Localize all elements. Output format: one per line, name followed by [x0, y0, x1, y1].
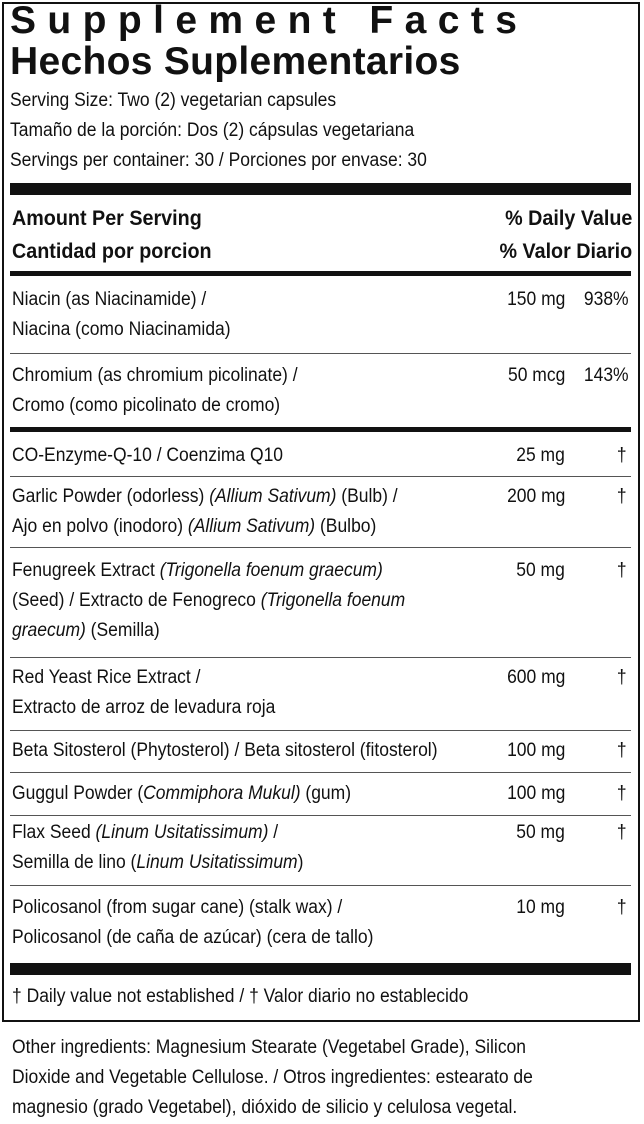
nutrient-amount: 10 mg: [516, 897, 565, 918]
daily-value-header: % Daily Value: [504, 207, 632, 230]
nutrient-amount: 200 mg: [506, 486, 565, 507]
nutrient-daily-value: 938%: [584, 289, 629, 310]
nutrient-name: Garlic Powder (odorless) (Allium Sativum) (Bulb) / Ajo en polvo (inodoro) (Allium Sativum) (Bulbo): [12, 486, 398, 537]
title-english: Supplement Facts: [10, 0, 529, 42]
row-divider: [10, 772, 631, 773]
dagger-mark: †: [617, 667, 627, 688]
dagger-mark: †: [617, 740, 627, 761]
dagger-mark: †: [617, 445, 627, 466]
dagger-mark: †: [617, 822, 627, 843]
dagger-mark: †: [617, 783, 627, 804]
nutrient-name: Flax Seed (Linum Usitatissimum) / Semilla de lino (Linum Usitatissimum): [12, 822, 304, 873]
row-divider: [10, 353, 631, 354]
servings-per-container: Servings per container: 30 / Porciones por envase: 30: [10, 150, 427, 171]
row-divider: [10, 547, 631, 548]
nutrient-amount: 50 mcg: [507, 365, 565, 386]
nutrient-amount: 50 mg: [516, 560, 565, 581]
other-ingredients-line: Dioxide and Vegetable Cellulose. / Otros ingredientes: estearato de: [12, 1067, 533, 1088]
thick-divider-bottom: [10, 963, 631, 975]
serving-size: Serving Size: Two (2) vegetarian capsules: [10, 90, 337, 111]
nutrient-amount: 100 mg: [506, 740, 565, 761]
other-ingredients-line: magnesio (grado Vegetabel), dióxido de silicio y celulosa vegetal.: [12, 1097, 518, 1118]
nutrient-amount: 25 mg: [516, 445, 565, 466]
dagger-mark: †: [617, 897, 627, 918]
row-divider: [10, 657, 631, 658]
dagger-mark: †: [617, 486, 627, 507]
nutrient-name: Beta Sitosterol (Phytosterol) / Beta sitosterol (fitosterol): [12, 740, 438, 761]
footnote-daily-value: † Daily value not established / † Valor diario no establecido: [12, 986, 469, 1007]
nutrient-name: Guggul Powder (Commiphora Mukul) (gum): [12, 783, 352, 804]
other-ingredients: [12, 1033, 634, 1123]
nutrient-amount: 50 mg: [516, 822, 565, 843]
nutrient-name: Policosanol (from sugar cane) (stalk wax) / Policosanol (de caña de azúcar) (cera de tallo): [12, 897, 374, 948]
other-ingredients-line: Other ingredients: Magnesium Stearate (Vegetabel Grade), Silicon: [12, 1037, 527, 1058]
nutrient-name: Chromium (as chromium picolinate) / Cromo (como picolinato de cromo): [12, 365, 298, 416]
valor-diario-header: % Valor Diario: [499, 240, 632, 263]
row-divider: [10, 815, 631, 816]
nutrient-amount: 100 mg: [506, 783, 565, 804]
row-divider: [10, 885, 631, 886]
nutrient-daily-value: 143%: [584, 365, 629, 386]
nutrient-name: CO-Enzyme-Q-10 / Coenzima Q10: [12, 445, 284, 466]
nutrient-name: Fenugreek Extract (Trigonella foenum graecum) (Seed) / Extracto de Fenogreco (Trigonella foenum graecum) (Semilla): [12, 560, 406, 641]
nutrient-name: Red Yeast Rice Extract / Extracto de arroz de levadura roja: [12, 667, 276, 718]
serving-size-spanish: Tamaño de la porción: Dos (2) cápsulas vegetariana: [10, 120, 415, 141]
row-divider: [10, 476, 631, 477]
dagger-mark: †: [617, 560, 627, 581]
medium-divider: [10, 271, 631, 276]
nutrient-amount: 600 mg: [506, 667, 565, 688]
cantidad-por-porcion-header: Cantidad por porcion: [12, 240, 212, 263]
amount-per-serving-header: Amount Per Serving: [12, 207, 202, 230]
medium-divider-2: [10, 427, 631, 432]
nutrient-name: Niacin (as Niacinamide) / Niacina (como Niacinamida): [12, 289, 231, 340]
nutrient-amount: 150 mg: [506, 289, 565, 310]
thick-divider-top: [10, 183, 631, 195]
title-spanish: Hechos Suplementarios: [10, 40, 461, 83]
row-divider: [10, 730, 631, 731]
